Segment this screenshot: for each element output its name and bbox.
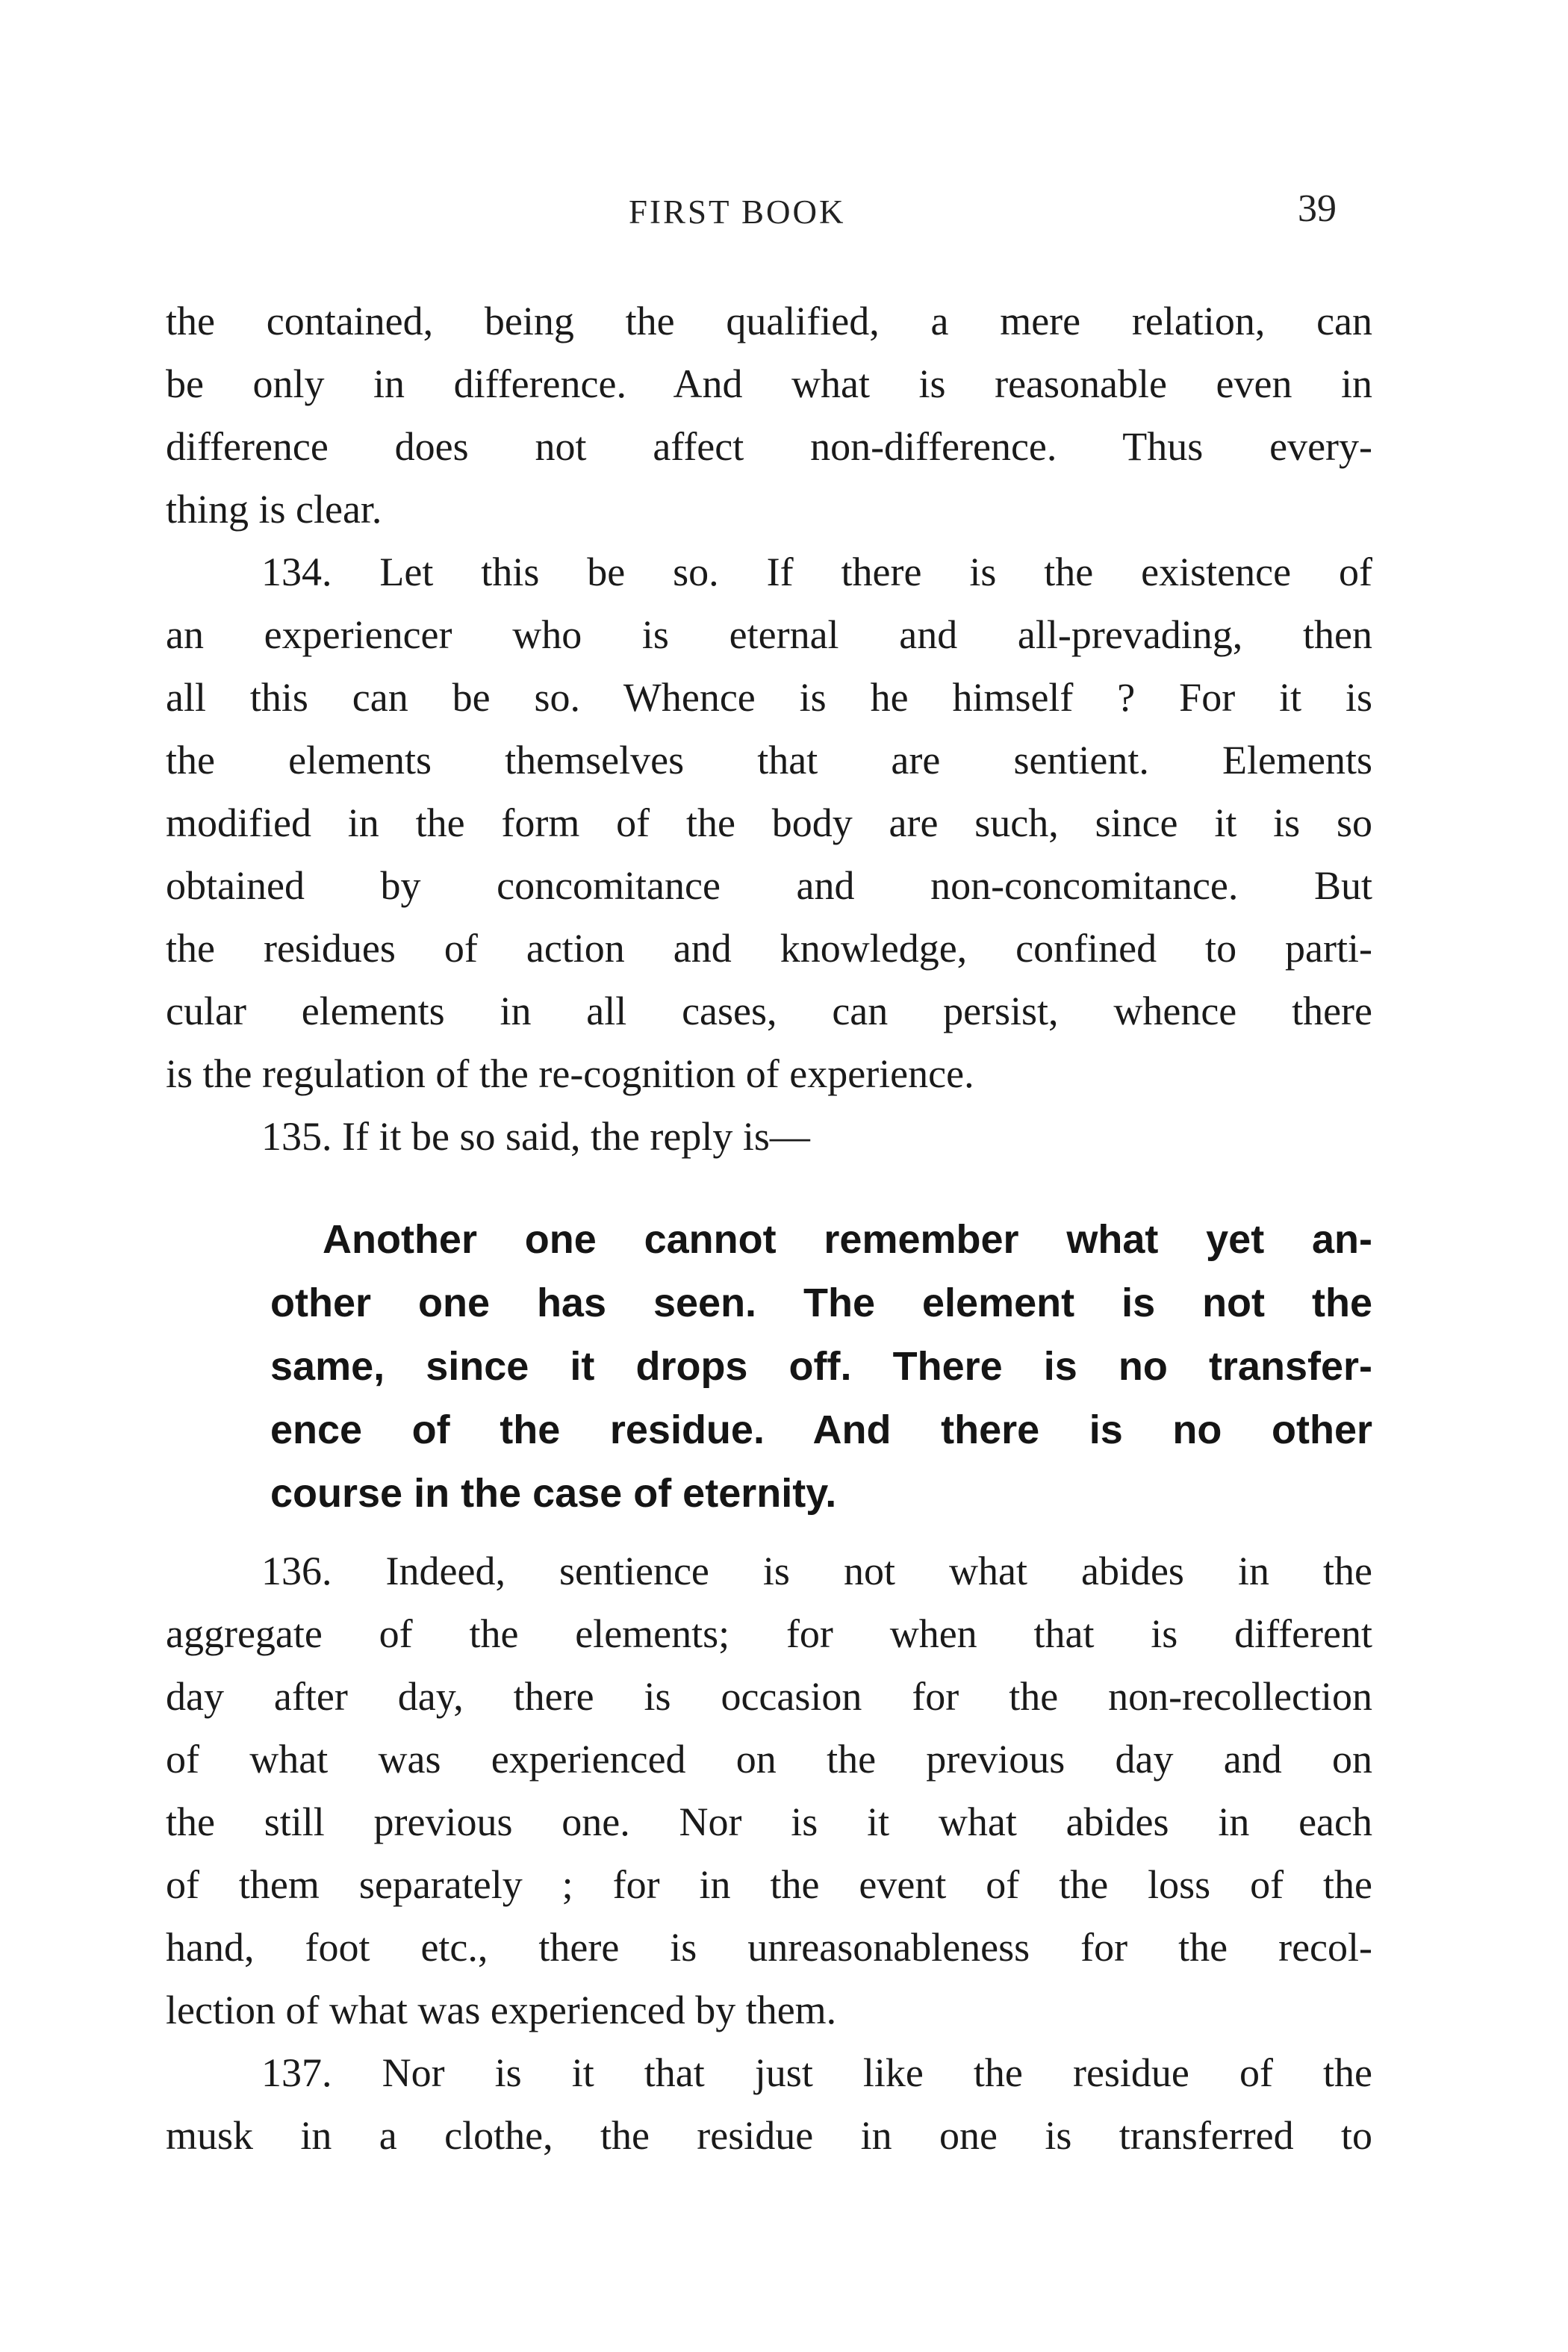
text-line: day after day, there is occasion for the non-recollection <box>166 1674 1372 1719</box>
text-line: hand, foot etc., there is unreasonableness for the recol- <box>166 1925 1372 1970</box>
text-line: is the regulation of the re-cognition of experience. <box>166 1051 974 1096</box>
paragraph-136 <box>166 1540 1372 2167</box>
text-line: thing is clear. <box>166 487 382 532</box>
text-line: lection of what was experienced by them. <box>166 1988 837 2032</box>
text-line: be only in difference. And what is reasonable even in <box>166 361 1372 406</box>
text-line: of what was experienced on the previous day and on <box>166 1737 1372 1782</box>
text-line: modified in the form of the body are such, since it is so <box>166 800 1372 845</box>
sutra-line: Another one cannot remember what yet an- <box>323 1217 1372 1262</box>
text-line: an experiencer who is eternal and all-prevading, then <box>166 612 1372 657</box>
text-line: aggregate of the elements; for when that is different <box>166 1611 1372 1656</box>
text-line: 134. Let this be so. If there is the existence of <box>261 550 1372 594</box>
text-line: 136. Indeed, sentience is not what abides in the <box>261 1549 1372 1593</box>
text-line: the elements themselves that are sentient. Elements <box>166 738 1372 783</box>
text-line: all this can be so. Whence is he himself ? For it is <box>166 675 1372 720</box>
sutra-line: same, since it drops off. There is no transfer- <box>270 1344 1372 1389</box>
text-line: 137. Nor is it that just like the residue of the <box>261 2050 1372 2095</box>
running-head-title: FIRST BOOK <box>629 193 846 231</box>
paragraph-continuation <box>166 290 1372 1168</box>
sutra-block <box>270 1208 1372 1525</box>
sutra-line: other one has seen. The element is not the <box>270 1281 1372 1325</box>
text-line: 135. If it be so said, the reply is— <box>261 1114 810 1159</box>
text-line: musk in a clothe, the residue in one is transferred to <box>166 2113 1372 2158</box>
text-line: obtained by concomitance and non-concomitance. But <box>166 863 1372 908</box>
text-line: cular elements in all cases, can persist, whence there <box>166 989 1372 1033</box>
page-number: 39 <box>1298 187 1337 230</box>
running-head <box>0 187 1568 237</box>
text-line: the still previous one. Nor is it what abides in each <box>166 1799 1372 1844</box>
sutra-line: course in the case of eternity. <box>270 1471 837 1516</box>
sutra-line: ence of the residue. And there is no other <box>270 1407 1372 1452</box>
text-line: difference does not affect non-difference. Thus every- <box>166 424 1372 469</box>
text-line: of them separately ; for in the event of the loss of the <box>166 1862 1372 1907</box>
text-line: the contained, being the qualified, a mere relation, can <box>166 299 1372 343</box>
text-line: the residues of action and knowledge, confined to parti- <box>166 926 1372 971</box>
